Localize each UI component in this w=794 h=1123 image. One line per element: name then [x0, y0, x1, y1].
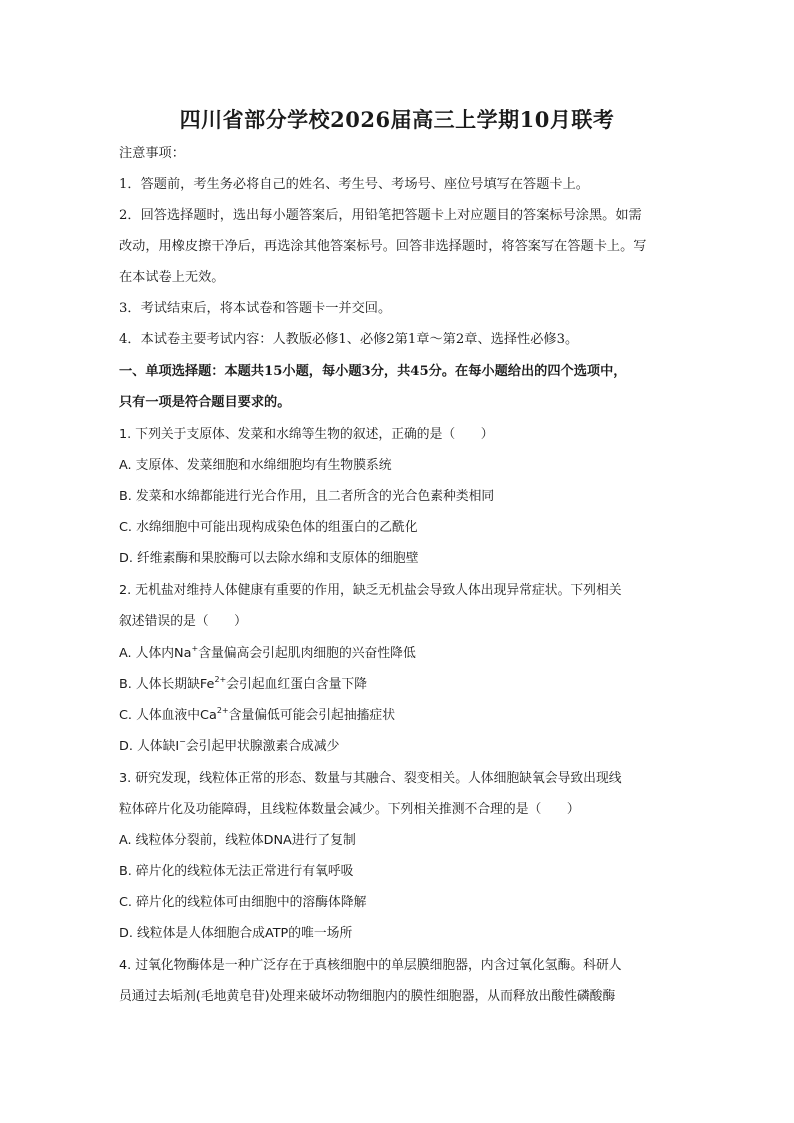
question-2-option-c: C. 人体血液中$Ca^{2+}$含量偏低可能会引起抽搐症状 — [119, 705, 395, 723]
notice-item: 2．回答选择题时，选出每小题答案后，用铅笔把答题卡上对应题目的答案标号涂黑。如需 — [119, 208, 642, 223]
section-heading-cont: 只有一项是符合题目要求的。 — [119, 395, 291, 410]
section-heading: 一、单项选择题：本题共15小题，每小题3分，共45分。在每小题给出的四个选项中， — [119, 364, 627, 379]
notice-heading: 注意事项： — [119, 146, 185, 161]
exam-title: 四川省部分学校2026届高三上学期10月联考 — [179, 107, 615, 132]
notice-item: 改动，用橡皮擦干净后，再选涂其他答案标号。回答非选择题时，将答案写在答题卡上。写 — [119, 239, 647, 254]
question-4-stem-cont: 员通过去垢剂(毛地黄皂苷)处理来破坏动物细胞内的膜性细胞器，从而释放出酸性磷酸酶 — [119, 989, 616, 1004]
question-2-stem: 2. 无机盐对维持人体健康有重要的作用，缺乏无机盐会导致人体出现异常症状。下列相关 — [119, 583, 622, 598]
question-2-option-a: A. 人体内Na+含量偏高会引起肌肉细胞的兴奋性降低 — [119, 643, 416, 661]
question-3-option-b: B. 碎片化的线粒体无法正常进行有氧呼吸 — [119, 864, 354, 879]
notice-item: 3．考试结束后，将本试卷和答题卡一并交回。 — [119, 301, 392, 316]
question-1-option-c: C. 水绵细胞中可能出现构成染色体的组蛋白的乙酰化 — [119, 520, 418, 535]
question-1-option-d: D. 纤维素酶和果胶酶可以去除水绵和支原体的细胞壁 — [119, 551, 419, 566]
question-1-option-a: A. 支原体、发菜细胞和水绵细胞均有生物膜系统 — [119, 458, 392, 473]
question-3-option-a: A. 线粒体分裂前，线粒体DNA进行了复制 — [119, 833, 356, 848]
notice-item: 1．答题前，考生务必将自己的姓名、考生号、考场号、座位号填写在答题卡上。 — [119, 177, 589, 192]
question-3-option-c: C. 碎片化的线粒体可由细胞中的溶酶体降解 — [119, 895, 367, 910]
question-3-stem-cont: 粒体碎片化及功能障碍，且线粒体数量会减少。下列相关推测不合理的是（ ） — [119, 802, 580, 817]
question-1-stem: 1. 下列关于支原体、发菜和水绵等生物的叙述，正确的是（ ） — [119, 427, 494, 442]
question-3-stem: 3. 研究发现，线粒体正常的形态、数量与其融合、裂变相关。人体细胞缺氧会导致出现线 — [119, 771, 622, 786]
notice-item: 4．本试卷主要考试内容：人教版必修1、必修2第1章～第2章、选择性必修3。 — [119, 332, 579, 347]
question-2-option-d: D. 人体缺I−会引起甲状腺激素合成减少 — [119, 736, 340, 754]
question-2-stem-cont: 叙述错误的是（ ） — [119, 614, 247, 629]
notice-item: 在本试卷上无效。 — [119, 270, 225, 285]
question-3-option-d: D. 线粒体是人体细胞合成ATP的唯一场所 — [119, 926, 353, 941]
question-1-option-b: B. 发菜和水绵都能进行光合作用，且二者所含的光合色素种类相同 — [119, 489, 495, 504]
question-2-option-b: B. 人体长期缺$Fe^{2+}$会引起血红蛋白含量下降 — [119, 674, 367, 692]
question-4-stem: 4. 过氧化物酶体是一种广泛存在于真核细胞中的单层膜细胞器，内含过氧化氢酶。科研人 — [119, 958, 622, 973]
